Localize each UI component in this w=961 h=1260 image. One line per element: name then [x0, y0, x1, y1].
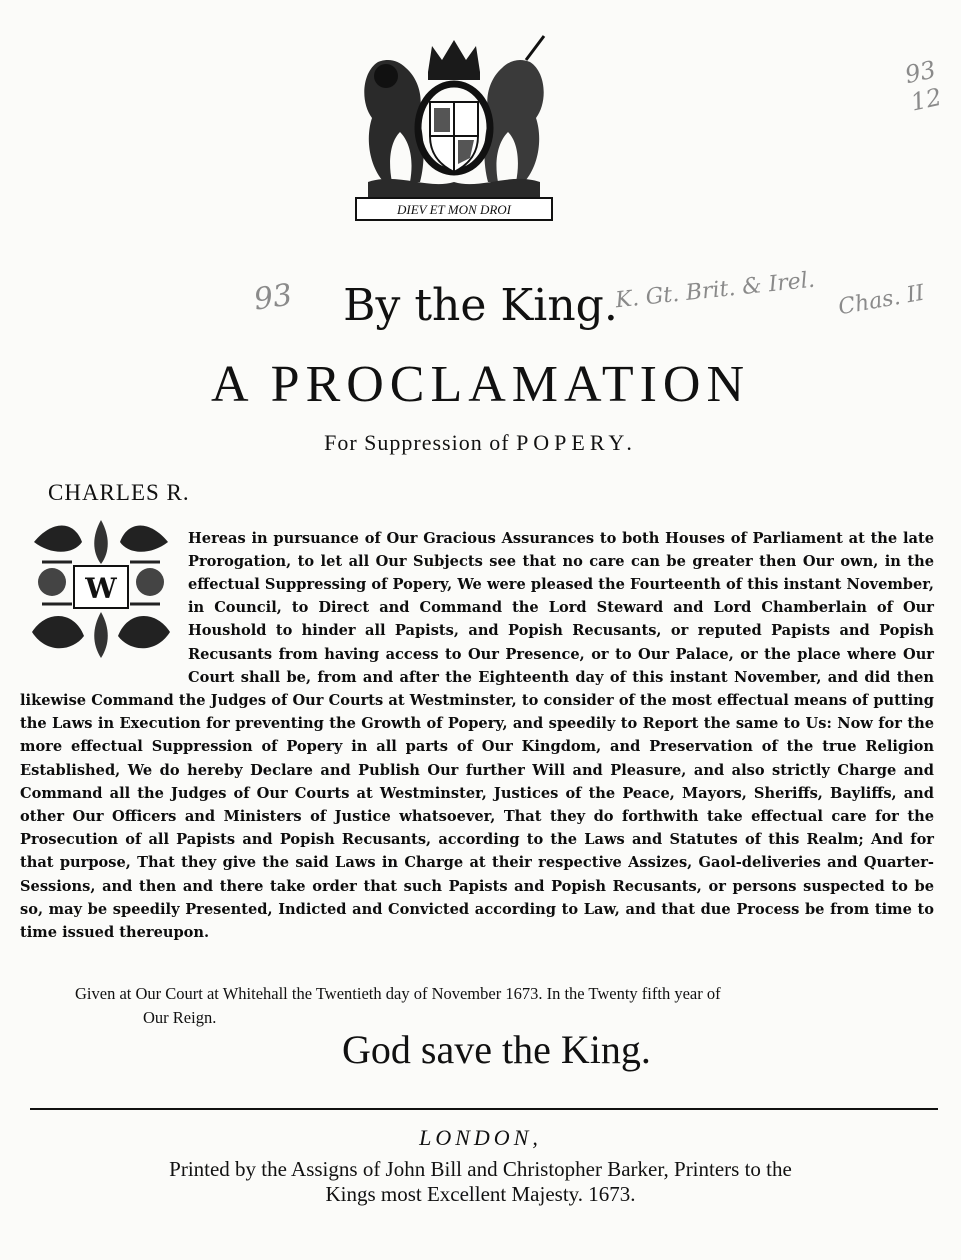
closing-god-save-the-king: God save the King. [342, 1027, 651, 1072]
given-at-court [75, 982, 925, 1030]
royal-coat-of-arms [348, 32, 560, 222]
heading-subject-prefix: For Suppression of [324, 430, 510, 455]
imprint-line-2: Kings most Excellent Majesty. 1673. [325, 1182, 636, 1206]
imprint-city: LONDON, [419, 1125, 542, 1150]
coat-of-arms-icon [348, 32, 560, 222]
margin-note-number: 93 [251, 277, 295, 318]
given-line-2: Our Reign. [143, 1008, 217, 1027]
margin-note-corner: 93 12 [902, 55, 945, 117]
imprint-line-1: Printed by the Assigns of John Bill and Christopher Barker, Printers to the [169, 1157, 792, 1181]
proclamation-body: Hereas in pursuance of Our Gracious Assurances to both Houses of Parliament at the late Prorogation, to let all Our Subjects see that no care can be greater then Our own, in the effectual Suppressing of Popery, We were pleased the Fourteenth of this instant November, in Council, to Direct and Command the Lord Steward and Lord Chamberlain of Our Houshold to hinder all Papists, and Popish Recusants, or reputed Papists and Popish Recusants from having access to Our Presence, or to Our Palace, or the place where Our Court shall be, from and after the Eighteenth day of this instant November, and did then likewise Command the Judges of Our Courts at Westminster, to consider of the most effectual means of putting the Laws in Execution for preventing the Growth of Popery, and speedily to Report the same to Us: Now for the more effectual Suppression of Popery in all parts of Our Kingdom, and Preservation of the true Religion Established, We do hereby Declare and Publish Our further Will and Pleasure, and also strictly Charge and Command all the Judges of Our Courts at Westminster, Justices of the Peace, Mayors, Sheriffs, Bayliffs, and other Our Officers and Ministers of Justice whatsoever, That they do forthwith take effectual care for the Prosecution of all Papists and Popish Recusants, according to the Laws and Statutes of this Realm; And for that purpose, That they give the said Laws in Charge at their respective Assizes, Gaol-deliveries and Quarter-Sessions, and then and there take order that such Papists and Popish Recusants, or persons suspected to be so, may be speedily Presented, Indicted and Convicted according to Law, and that due Process be from time to time issued thereupon. [20, 529, 934, 942]
heading-proclamation: A PROCLAMATION [210, 356, 751, 413]
heading-subject [0, 430, 961, 456]
heading-subject-popery: POPERY. [516, 430, 637, 455]
royal-signature: CHARLES R. [48, 480, 190, 505]
margin-note-monarch: Chas. II [836, 280, 927, 321]
imprint-printer [0, 1157, 961, 1207]
crest-motto: DIEV ET MON DROI [397, 202, 511, 217]
imprint-divider [30, 1108, 938, 1110]
initial-letter: W [85, 572, 117, 605]
margin-note-catalogue: K. Gt. Brit. & Irel. [614, 267, 816, 314]
heading-by-the-king: By the King. [343, 280, 618, 331]
given-line-1: Given at Our Court at Whitehall the Twentieth day of November 1673. In the Twenty fifth year of [75, 984, 721, 1003]
